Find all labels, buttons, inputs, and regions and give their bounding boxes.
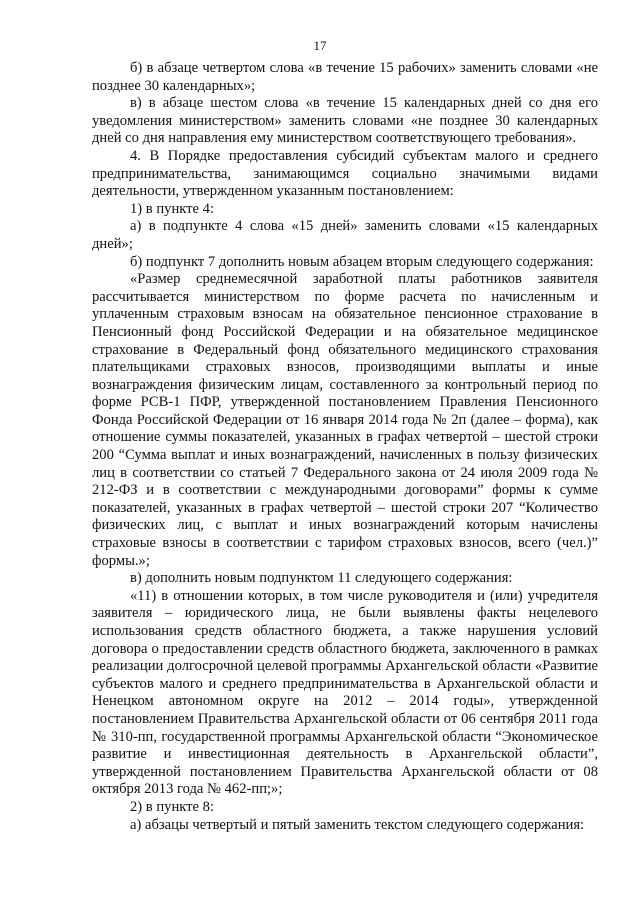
paragraph-point-8-a: а) абзацы четвертый и пятый заменить текстом следующего содержания: — [130, 816, 585, 833]
paragraph-item-4: 4. В Порядке предоставления субсидий субъектам малого и среднего предпринимательства, занимающимся социально значимыми видами деятельности, утвержденном указанным постановлением: — [92, 147, 598, 200]
paragraph-point-8: 2) в пункте 8: — [130, 798, 215, 815]
paragraph-subpoint-v: в) дополнить новым подпунктом 11 следующего содержания: — [130, 570, 513, 587]
document-body — [92, 60, 598, 834]
paragraph-b-amendment: б) в абзаце четвертом слова «в течение 15 рабочих» заменить словами «не позднее 30 календарных»; — [92, 60, 598, 94]
paragraph-point-4: 1) в пункте 4: — [130, 200, 215, 217]
paragraph-subpoint-b: б) подпункт 7 дополнить новым абзацем вторым следующего содержания: — [130, 253, 594, 270]
paragraph-v-amendment: в) в абзаце шестом слова «в течение 15 календарных дней со дня его уведомления министерством» заменить словами «не позднее 30 календарных дней со дня направления ему министерством соответствующего требования». — [92, 95, 598, 147]
paragraph-subpoint-a: а) в подпункте 4 слова «15 дней» заменить словами «15 календарных дней»; — [92, 218, 598, 252]
paragraph-subpoint-11-quote: «11) в отношении которых, в том числе руководителя и (или) учредителя заявителя – юридического лица, не были выявлены факты нецелевого использования средств областного бюджета, а также нарушения условий договора о предоставлении средств областного бюджета, заключенного в рамках реализации долгосрочной целевой программы Архангельской области «Развитие субъектов малого и среднего предпринимательства в Архангельской области и Ненецком автономном округе на 2012 – 2014 годы», утвержденной постановлением Правительства Архангельской области от 06 сентября 2011 года № 310-пп, государственной программы Архангельской области “Экономическое развитие и инвестиционная деятельность в Архангельской области”, утвержденной постановлением Правительства Архангельской области от 08 октября 2013 года № 462-пп;»; — [92, 587, 598, 798]
paragraph-salary-quote: «Размер среднемесячной заработной платы работников заявителя рассчитывается министерством по форме расчета по начисленным и уплаченным страховым взносам на обязательное пенсионное страхование в Пенсионный фонд Российской Федерации и на обязательное медицинское страхование в Федеральный фонд обязательного медицинского страхования плательщиками страховых взносов, производящими выплаты и иные вознаграждения физическим лицам, составленного за контрольный период по форме РСВ-1 ПФР, утвержденной постановлением Правления Пенсионного Фонда Российской Федерации от 16 января 2014 года № 2п (далее – форма), как отношение суммы показателей, указанных в графах четвертой – шестой строки 200 “Сумма выплат и иных вознаграждений, начисленных в пользу физических лиц в соответствии со статьей 7 Федерального закона от 24 июля 2009 года № 212-ФЗ и в соответствии с международными договорами” формы к сумме показателей, указанных в графах четвертой – шестой строки 207 “Количество физических лиц, с выплат и иных вознаграждений которым начислены страховые взносы в соответствии с тарифом страховых взносов, всего (чел.)” формы.»; — [92, 271, 598, 569]
page-number: 17 — [313, 38, 327, 53]
